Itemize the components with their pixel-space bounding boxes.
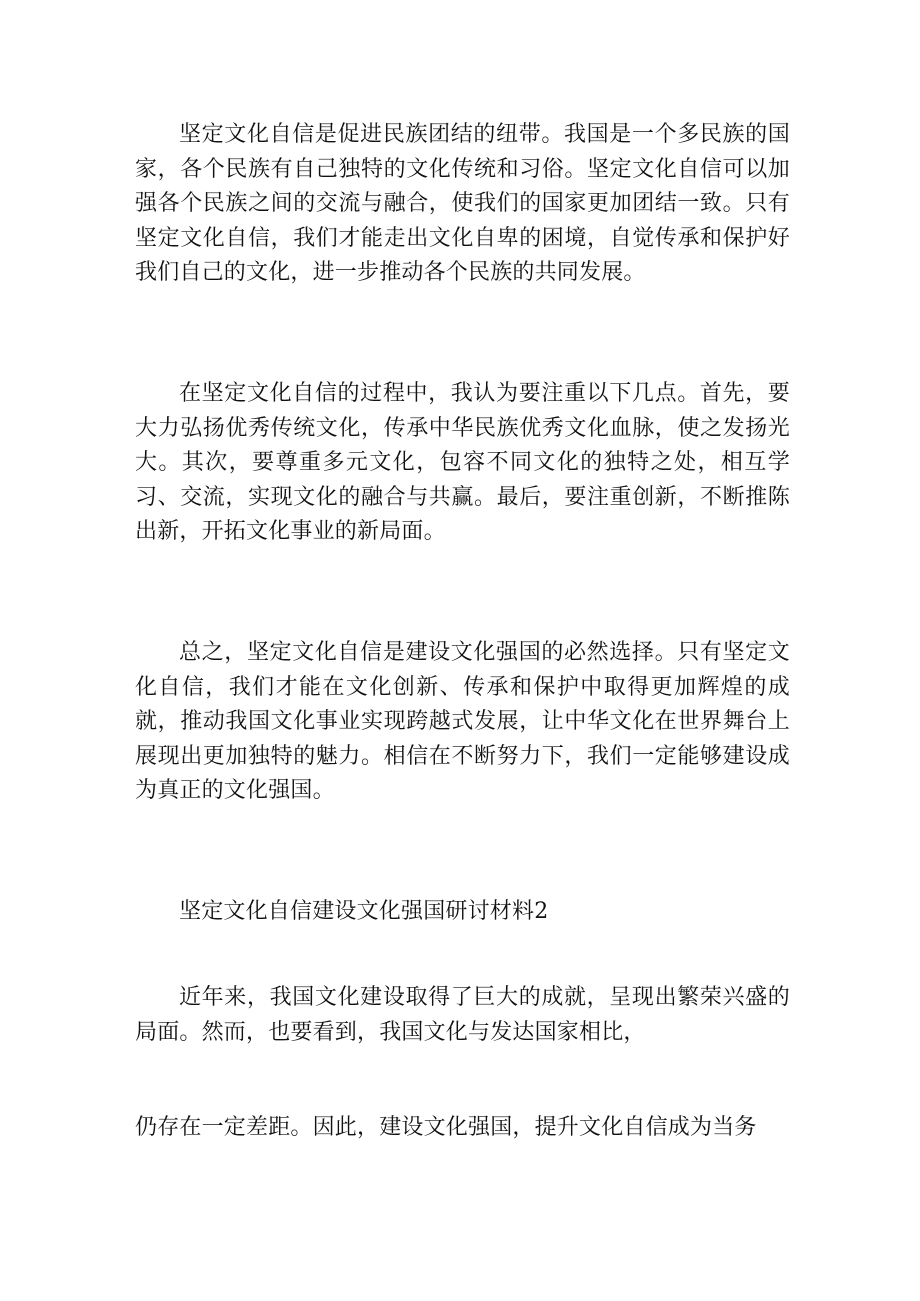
paragraph-conclusion: 总之，坚定文化自信是建设文化强国的必然选择。只有坚定文化自信，我们才能在文化创新、传承和保护中取得更加辉煌的成就，推动我国文化事业实现跨越式发展，让中华文化在世界舞台上展现出更加独特的魅力。相信在不断努力下，我们一定能够建设成为真正的文化强国。 — [135, 640, 790, 803]
paragraph-continuation: 仍存在一定差距。因此，建设文化强国，提升文化自信成为当务 — [135, 1115, 757, 1140]
paragraph-ethnic-unity: 坚定文化自信是促进民族团结的纽带。我国是一个多民族的国家，各个民族有自己独特的文化传统和习俗。坚定文化自信可以加强各个民族之间的交流与融合，使我们的国家更加团结一致。只有坚定文化自信，我们才能走出文化自卑的困境，自觉传承和保护好我们自己的文化，进一步推动各个民族的共同发展。 — [135, 122, 790, 285]
paragraph-recent-years: 近年来，我国文化建设取得了巨大的成就，呈现出繁荣兴盛的局面。然而，也要看到，我国文化与发达国家相比， — [135, 985, 790, 1045]
paragraph-key-points: 在坚定文化自信的过程中，我认为要注重以下几点。首先，要大力弘扬优秀传统文化，传承中华民族优秀文化血脉，使之发扬光大。其次，要尊重多元文化，包容不同文化的独特之处，相互学习、交流，实现文化的融合与共赢。最后，要注重创新，不断推陈出新，开拓文化事业的新局面。 — [135, 381, 790, 544]
section-title: 坚定文化自信建设文化强国研讨材料2 — [179, 899, 549, 924]
